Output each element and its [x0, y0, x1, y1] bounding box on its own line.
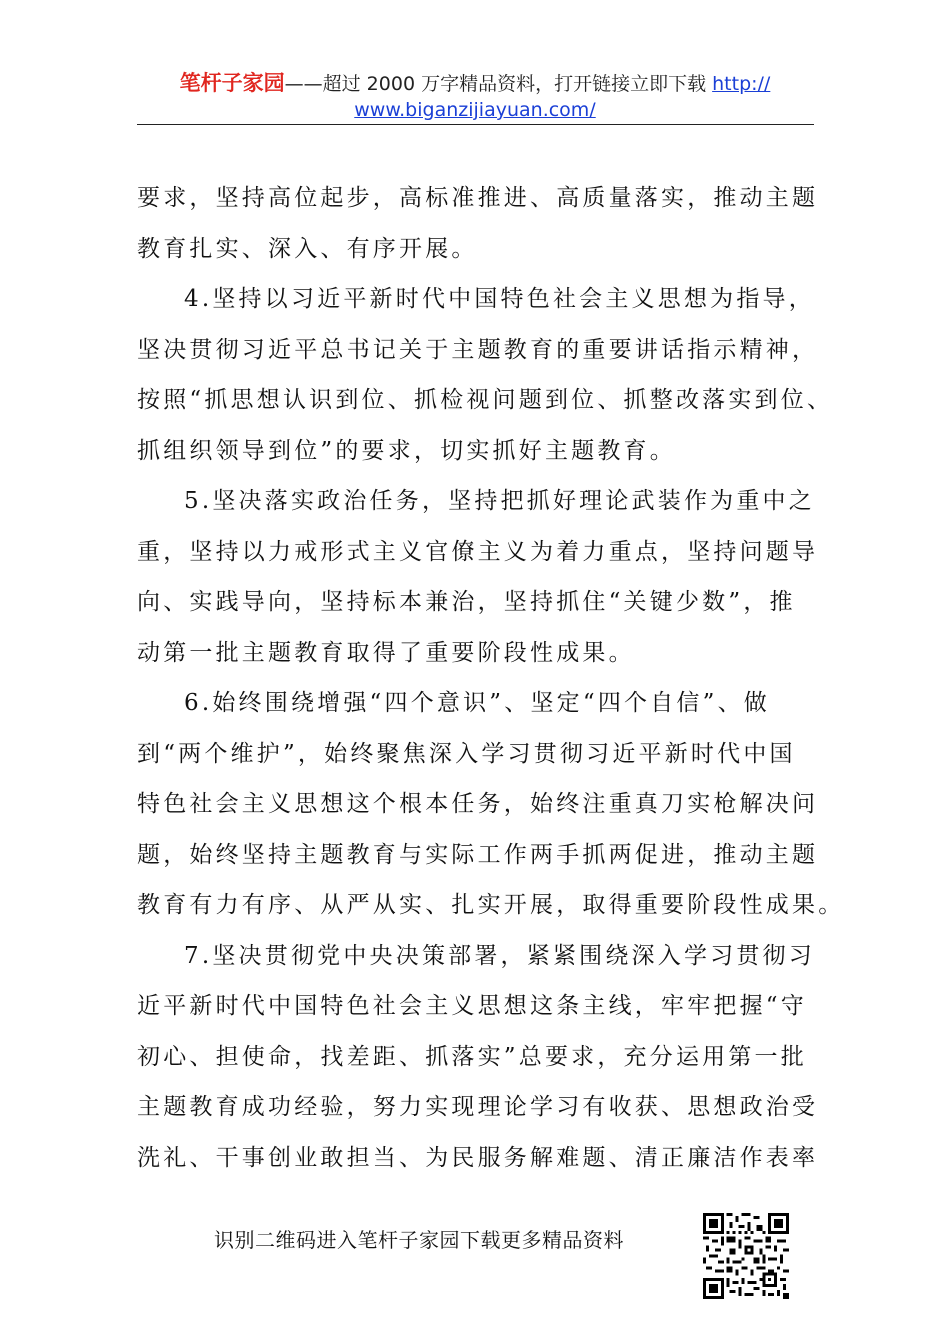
text-line: 教育扎实、深入、有序开展。 — [137, 235, 478, 262]
text-line: 抓组织领导到位”的要求，切实抓好主题教育。 — [137, 437, 676, 464]
header-line-1 — [0, 70, 950, 97]
text-line: 主题教育成功经验，努力实现理论学习有收获、思想政治受 — [137, 1094, 819, 1120]
text-line: 向、实践导向，坚持标本兼治，坚持抓住“关键少数”，推 — [137, 589, 796, 615]
footer-caption: 识别二维码进入笔杆子家园下载更多精品资料 — [214, 1228, 624, 1252]
brand-name: 笔杆子家园 — [179, 71, 285, 95]
text-line: 教育有力有序、从严从实、扎实开展，取得重要阶段性成果。 — [137, 892, 845, 918]
text-line: 到“两个维护”，始终聚焦深入学习贯彻习近平新时代中国 — [137, 740, 796, 767]
site-link-part1[interactable]: http:// — [712, 73, 771, 95]
text-line: 5.坚决落实政治任务，坚持把抓好理论武装作为重中之 — [184, 488, 815, 514]
qr-code-icon[interactable] — [703, 1213, 789, 1299]
site-link-part2[interactable]: www.biganzijiayuan.com/ — [354, 99, 596, 121]
header-divider — [137, 124, 814, 125]
text-line: 初心、担使命，找差距、抓落实”总要求，充分运用第一批 — [137, 1043, 807, 1070]
header-tagline: ——超过 2000 万字精品资料，打开链接立即下载 — [284, 73, 713, 95]
text-line: 题，始终坚持主题教育与实际工作两手抓两促进，推动主题 — [137, 841, 819, 868]
text-line: 6.始终围绕增强“四个意识”、坚定“四个自信”、做 — [184, 690, 770, 716]
header-line-2 — [0, 97, 950, 123]
text-line: 特色社会主义思想这个根本任务，始终注重真刀实枪解决问 — [137, 791, 819, 817]
text-line: 重，坚持以力戒形式主义官僚主义为着力重点，坚持问题导 — [137, 538, 819, 565]
text-line: 洗礼、干事创业敢担当、为民服务解难题、清正廉洁作表率 — [137, 1144, 819, 1171]
text-line: 坚决贯彻习近平总书记关于主题教育的重要讲话指示精神， — [137, 336, 819, 363]
text-line: 7.坚决贯彻党中央决策部署，紧紧围绕深入学习贯彻习 — [184, 942, 815, 969]
text-line: 动第一批主题教育取得了重要阶段性成果。 — [137, 639, 635, 666]
text-line: 按照“抓思想认识到位、抓检视问题到位、抓整改落实到位、 — [137, 387, 834, 413]
document-body — [137, 173, 845, 1183]
page-header — [0, 70, 950, 123]
text-line: 4.坚持以习近平新时代中国特色社会主义思想为指导， — [184, 286, 815, 312]
text-line: 近平新时代中国特色社会主义思想这条主线，牢牢把握“守 — [137, 993, 807, 1019]
text-line: 要求，坚持高位起步，高标准推进、高质量落实，推动主题 — [137, 185, 819, 211]
